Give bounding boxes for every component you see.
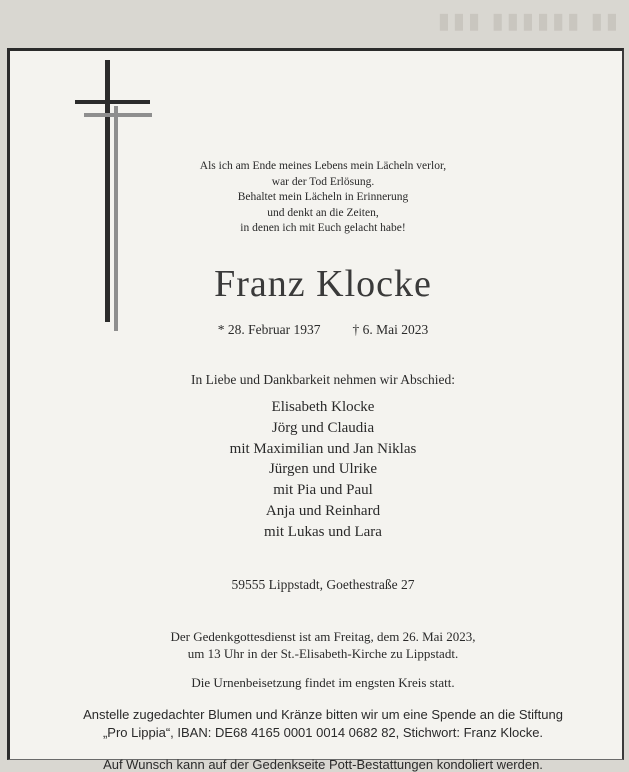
poem — [30, 159, 616, 237]
family-member: mit Maximilian und Jan Niklas — [229, 440, 417, 457]
life-dates — [30, 322, 616, 338]
death-date: † 6. Mai 2023 — [352, 322, 429, 337]
bleed-through-texture: ▮▮▮ ▮▮▮▮▮▮ ▮▮ — [437, 8, 621, 33]
family-list — [30, 397, 616, 543]
service-line: um 13 Uhr in der St.-Elisabeth-Kirche zu Lippstadt. — [187, 646, 459, 661]
poem-line: Behaltet mein Lächeln in Erinnerung — [237, 191, 409, 203]
deceased-name: Franz Klocke — [214, 263, 432, 305]
poem-line: Als ich am Ende meines Lebens mein Lächeln verlor, — [199, 160, 447, 172]
obituary-notice — [7, 48, 624, 772]
urn-burial-note: Die Urnenbeisetzung findet im engsten Kreis statt. — [191, 675, 455, 690]
donation-request — [30, 706, 616, 741]
family-member: Anja und Reinhard — [265, 502, 381, 519]
family-member: Jürgen und Ulrike — [268, 461, 378, 478]
condolence-note: Auf Wunsch kann auf der Gedenkseite Pott-Bestattungen kondoliert werden. — [103, 757, 543, 772]
cross-shadow-bar — [84, 113, 152, 117]
poem-line: war der Tod Erlösung. — [271, 175, 375, 188]
address: 59555 Lippstadt, Goethestraße 27 — [231, 577, 415, 592]
donation-line: „Pro Lippia“, IBAN: DE68 4165 0001 0014 0682 82, Stichwort: Franz Klocke. — [102, 724, 544, 740]
memorial-service — [30, 628, 616, 662]
family-member: mit Pia und Paul — [273, 482, 373, 499]
family-member: mit Lukas und Lara — [264, 523, 382, 540]
donation-line: Anstelle zugedachter Blumen und Kränze bitten wir um eine Spende an die Stiftung — [83, 707, 563, 722]
service-line: Der Gedenkgottesdienst ist am Freitag, dem 26. Mai 2023, — [170, 629, 476, 644]
poem-line: in denen ich mit Euch gelacht habe! — [240, 222, 406, 234]
cross-bar — [75, 100, 150, 104]
family-member: Jörg und Claudia — [271, 419, 375, 436]
poem-line: und denkt an die Zeiten, — [267, 206, 379, 219]
family-member: Elisabeth Klocke — [271, 399, 375, 415]
birth-date: * 28. Februar 1937 — [217, 322, 321, 337]
farewell-line: In Liebe und Dankbarkeit nehmen wir Abschied: — [191, 372, 455, 387]
